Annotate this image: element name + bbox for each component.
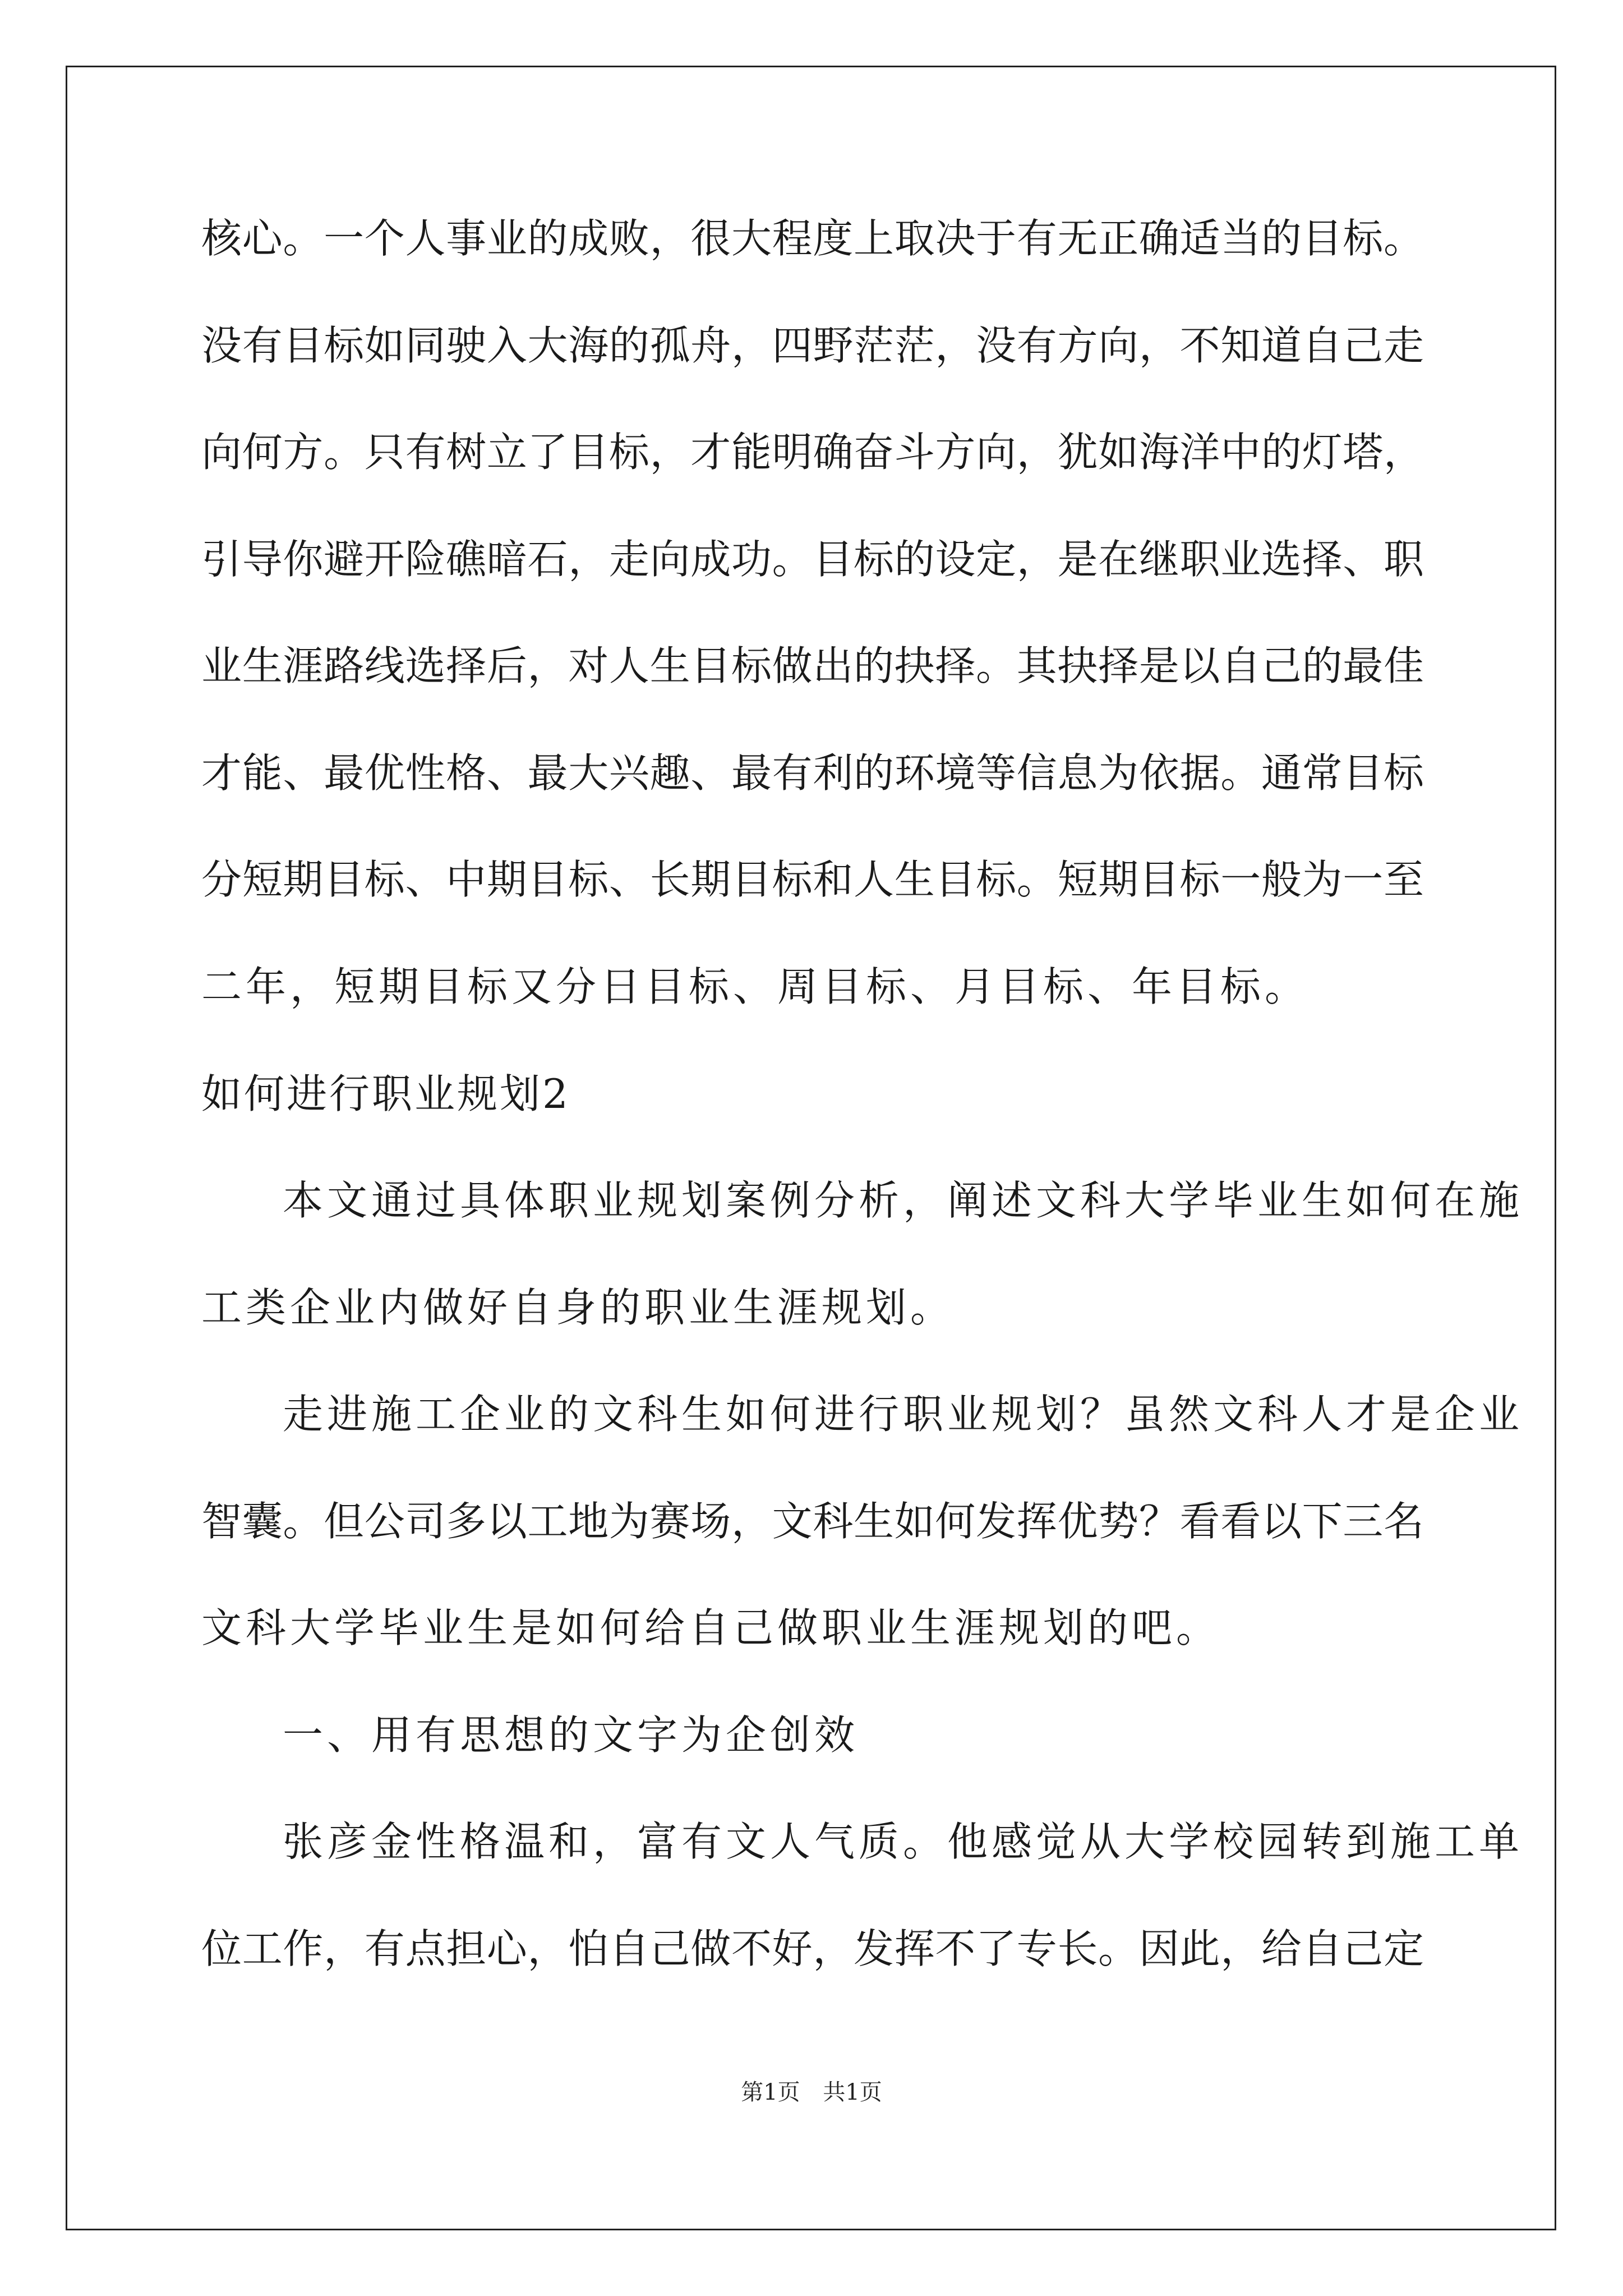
paragraph-line: 向何方。只有树立了目标，才能明确奋斗方向，犹如海洋中的灯塔， (201, 429, 1424, 476)
paragraph-line: 二年，短期目标又分日目标、周目标、月目标、年目标。 (201, 963, 1310, 1010)
paragraph-line: 走进施工企业的文科生如何进行职业规划？虽然文科人才是企业 (283, 1391, 1524, 1438)
paragraph-line: 工类企业内做好自身的职业生涯规划。 (201, 1284, 955, 1331)
paragraph-line: 位工作，有点担心，怕自己做不好，发挥不了专长。因此，给自己定 (201, 1925, 1424, 1972)
paragraph-line: 智囊。但公司多以工地为赛场，文科生如何发挥优势？看看以下三名 (201, 1498, 1424, 1545)
page-footer (0, 2076, 1623, 2109)
subsection-title: 一、用有思想的文字为企创效 (283, 1711, 859, 1759)
page-total: 共1页 (823, 2079, 882, 2105)
paragraph-line: 才能、最优性格、最大兴趣、最有利的环境等信息为依据。通常目标 (201, 749, 1424, 797)
paragraph-line: 核心。一个人事业的成败，很大程度上取决于有无正确适当的目标。 (201, 215, 1424, 262)
paragraph-line: 分短期目标、中期目标、长期目标和人生目标。短期目标一般为一至 (201, 856, 1424, 903)
paragraph-line: 本文通过具体职业规划案例分析，阐述文科大学毕业生如何在施 (283, 1177, 1524, 1224)
paragraph-line: 张彦金性格温和，富有文人气质。他感觉从大学校园转到施工单 (283, 1818, 1524, 1865)
paragraph-line: 文科大学毕业生是如何给自己做职业生涯规划的吧。 (201, 1604, 1221, 1651)
paragraph-line: 没有目标如同驶入大海的孤舟，四野茫茫，没有方向，不知道自己走 (201, 322, 1424, 369)
section-title: 如何进行职业规划2 (201, 1070, 570, 1117)
page-border (66, 66, 1556, 2230)
paragraph-line: 引导你避开险礁暗石，走向成功。目标的设定，是在继职业选择、职 (201, 536, 1424, 583)
paragraph-line: 业生涯路线选择后，对人生目标做出的抉择。其抉择是以自己的最佳 (201, 642, 1424, 689)
page-number: 第1页 (741, 2079, 800, 2105)
